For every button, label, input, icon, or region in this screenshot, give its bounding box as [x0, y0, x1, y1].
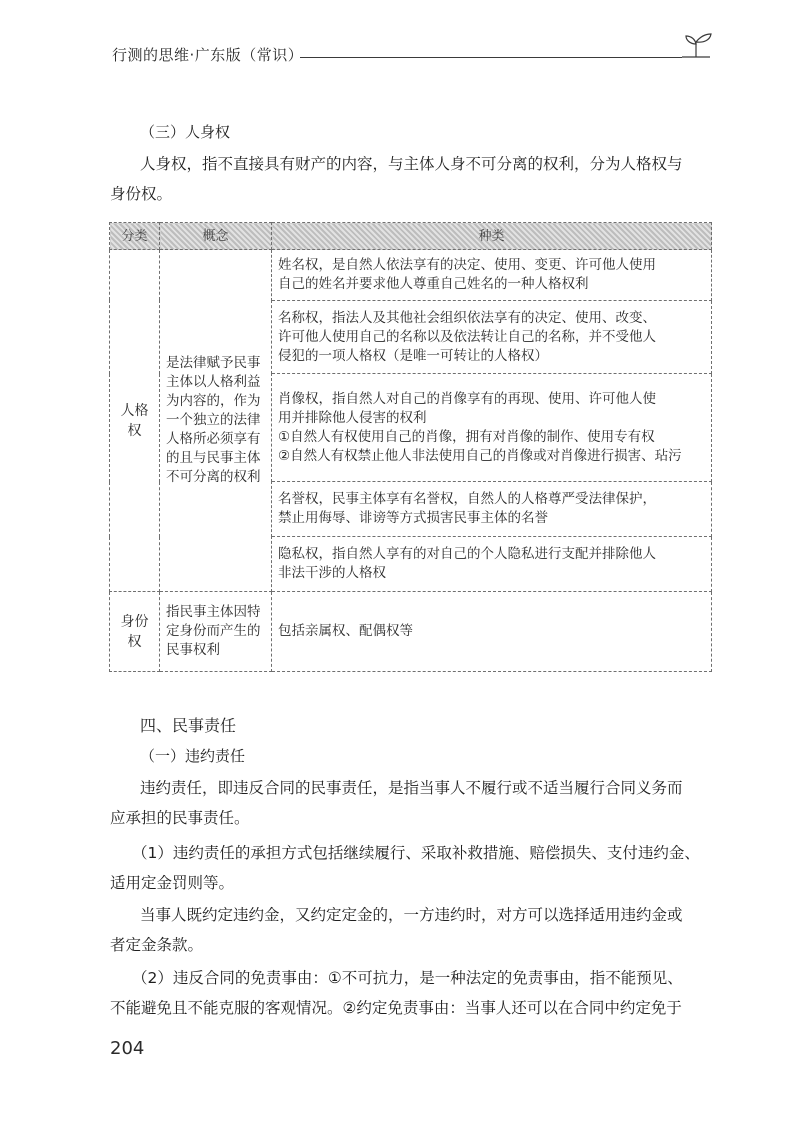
sub-heading-breach-liability: （一）违约责任 — [140, 747, 246, 765]
table-row — [110, 250, 712, 301]
paragraph-2-line-2: 适用定金罚则等。 — [110, 874, 235, 892]
table-header-row — [110, 223, 712, 250]
header-rule — [300, 57, 682, 58]
sprout-icon — [680, 30, 714, 60]
privacy-right-cell: 隐私权，指自然人享有的对自己的个人隐私进行支配并排除他人 非法干涉的人格权 — [272, 537, 712, 592]
category-personality-rights: 人格权 — [110, 250, 160, 592]
definition-personality-rights: 是法律赋予民事主体以人格利益为内容的，作为一个独立的法律人格所必须享有的且与民事主体不可分离的权利 — [160, 250, 272, 592]
header-types: 种类 — [272, 223, 712, 250]
personal-rights-table — [109, 222, 712, 672]
header-category: 分类 — [110, 223, 160, 250]
name-right-cell: 姓名权，是自然人依法享有的决定、使用、变更、许可他人使用 自己的姓名并要求他人尊重自己姓名的一种人格权利 — [272, 250, 712, 301]
paragraph-1-line-1: 违约责任，即违反合同的民事责任，是指当事人不履行或不适当履行合同义务而 — [140, 779, 683, 797]
intro-line-2: 身份权。 — [110, 185, 173, 203]
section-heading-civil-liability: 四、民事责任 — [140, 716, 237, 735]
paragraph-2-line-1: （1）违约责任的承担方式包括继续履行、采取补救措施、赔偿损失、支付违约金、 — [132, 844, 700, 862]
title-right-cell: 名称权，指法人及其他社会组织依法享有的决定、使用、改变、 许可他人使用自己的名称以及依法转让自己的名称，并不受他人 侵犯的一项人格权（是唯一可转让的人格权） — [272, 300, 712, 373]
intro-line-1: 人身权，指不直接具有财产的内容，与主体人身不可分离的权利，分为人格权与 — [140, 155, 683, 173]
paragraph-4-line-2: 不能避免且不能克服的客观情况。②约定免责事由：当事人还可以在合同中约定免于 — [110, 999, 682, 1017]
identity-rights-content: 包括亲属权、配偶权等 — [272, 592, 712, 672]
book-title: 行测的思维·广东版（常识） — [112, 46, 304, 64]
page-number: 204 — [110, 1038, 145, 1059]
header-definition: 概念 — [160, 223, 272, 250]
portrait-right-cell: 肖像权，指自然人对自己的肖像享有的再现、使用、许可他人使 用并排除他人侵害的权利 ①自然人有权使用自己的肖像，拥有对肖像的制作、使用专有权 ②自然人有权禁止他人非法使用自己的肖像或对肖像进行损害、玷污 — [272, 374, 712, 482]
paragraph-3-line-1: 当事人既约定违约金，又约定定金的，一方违约时，对方可以选择适用违约金或 — [140, 906, 683, 924]
paragraph-3-line-2: 者定金条款。 — [110, 936, 204, 954]
section-heading-personal-rights: （三）人身权 — [140, 123, 231, 141]
category-identity-rights: 身份权 — [110, 592, 160, 672]
definition-identity-rights: 指民事主体因特定身份而产生的民事权利 — [160, 592, 272, 672]
paragraph-4-line-1: （2）违反合同的免责事由：①不可抗力，是一种法定的免责事由，指不能预见、 — [132, 969, 683, 987]
table-row — [110, 592, 712, 672]
reputation-right-cell: 名誉权，民事主体享有名誉权，自然人的人格尊严受法律保护， 禁止用侮辱、诽谤等方式损害民事主体的名誉 — [272, 482, 712, 537]
paragraph-1-line-2: 应承担的民事责任。 — [110, 809, 250, 827]
